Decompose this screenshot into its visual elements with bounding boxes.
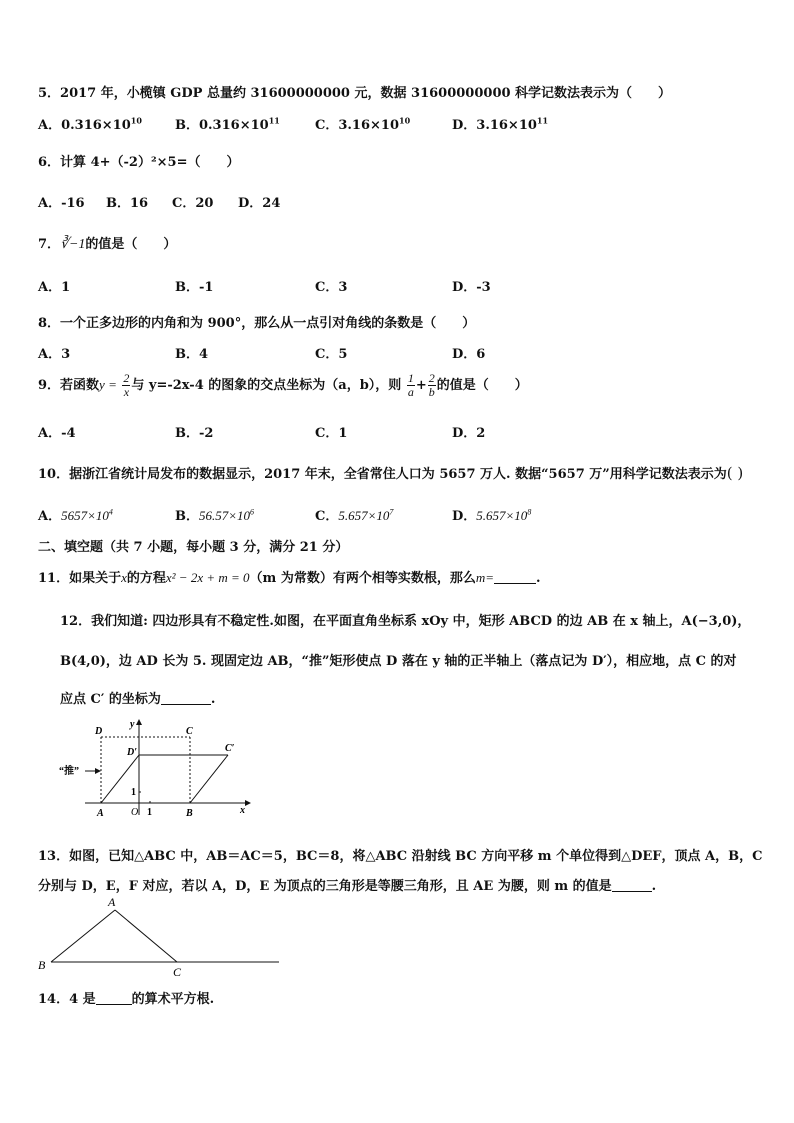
label-d: D [95, 726, 103, 737]
question-6-stem: 6．计算 4+（-2）²×5=（ ） [38, 155, 240, 170]
label-push: “推” [59, 766, 79, 777]
q5-option-b: B．$0.316\times 10^{11}$ [175, 115, 280, 133]
q9-option-a: A．-4 [38, 426, 76, 441]
q7-option-b: B．-1 [175, 280, 214, 295]
question-13-line-2: 分别与 D，E，F 对应，若以 A，D，E 为顶点的三角形是等腰三角形，且 AE 为腰，则 m 的值是 . [38, 879, 657, 894]
edge-ab [51, 910, 115, 962]
q9-option-c: C．1 [315, 426, 348, 441]
question-8-stem: 8．一个正多边形的内角和为 900°，那么从一点引对角线的条数是（ ） [38, 316, 476, 331]
cube-root-expression: ∛−1 [60, 237, 86, 252]
q6-option-d: D．24 [238, 196, 281, 211]
answer-blank[interactable] [612, 879, 652, 892]
q7-option-c: C．3 [315, 280, 348, 295]
question-5-stem: 5．2017 年，小榄镇 GDP 总量约 31600000000 元，数据 31600000000 科学记数法表示为（ ） [38, 86, 672, 101]
q8-option-d: D．6 [452, 347, 486, 362]
q9-option-d: D．2 [452, 426, 486, 441]
answer-blank[interactable] [96, 992, 132, 1005]
q5-option-d: D．$3.16\times 10^{11}$ [452, 115, 549, 133]
question-7-stem: 7．∛−1的值是（ ） [38, 237, 177, 252]
fraction-2-over-b: $\frac{2}{b}$ [428, 371, 435, 399]
label-one-x: 1 [147, 807, 152, 818]
question-12-line-2: B(4,0)，边 AD 长为 5. 现固定边 AB，“推”矩形使点 D 落在 y 轴的正半轴上（落点记为 D′），相应地，点 C 的对 [60, 654, 737, 669]
label-a: A [108, 895, 116, 909]
label-b: B [38, 958, 46, 972]
figure-13-triangle [35, 893, 285, 983]
q5-option-a: A．$0.316\times 10^{10}$ [38, 115, 142, 133]
section-heading: 二、填空题（共 7 小题，每小题 3 分，满分 21 分） [38, 540, 349, 555]
label-c: C [173, 965, 182, 979]
y-axis-arrow [136, 719, 142, 725]
q8-option-b: B．4 [175, 347, 209, 362]
q10-option-d: D．$5.657\times 10^8$ [452, 507, 532, 524]
q6-option-c: C．20 [172, 196, 214, 211]
question-9-stem: 9．若函数y = $\frac{2}{x}$ 与 y=-2x-4 的图象的交点坐标为（a，b），则 $\frac{1}{a}$ + $\frac{2}{b}$ 的值是（ ） [38, 371, 528, 399]
figure-12-coordinate-diagram [55, 715, 265, 825]
q7-option-d: D．-3 [452, 280, 491, 295]
q10-option-b: B．$56.57\times 10^6$ [175, 507, 255, 524]
question-10-stem: 10．据浙江省统计局发布的数据显示，2017 年末，全省常住人口为 5657 万人. 数据“5657 万”用科学记数法表示为( ) [38, 464, 744, 482]
fraction-2-over-x: $\frac{2}{x}$ [123, 371, 130, 399]
q10-option-a: A．$5657\times 10^4$ [38, 507, 113, 524]
label-y-axis: y [130, 719, 135, 730]
edge-cprime-b [190, 755, 228, 803]
q10-option-c: C．$5.657\times 10^7$ [315, 507, 394, 524]
push-arrow-head [95, 768, 101, 774]
edge-ac [115, 910, 177, 962]
q9-option-b: B．-2 [175, 426, 214, 441]
question-14-stem: 14．4 是 的算术平方根. [38, 992, 215, 1007]
fraction-1-over-a: $\frac{1}{a}$ [407, 371, 414, 399]
answer-blank[interactable] [494, 571, 536, 584]
x-axis-arrow [245, 800, 251, 806]
q7-option-a: A．1 [38, 280, 71, 295]
label-b: B [186, 808, 193, 819]
label-a: A [97, 808, 104, 819]
q8-option-c: C．5 [315, 347, 348, 362]
quadratic-equation: x² − 2x + m = 0 [165, 570, 250, 585]
q8-option-a: A．3 [38, 347, 71, 362]
q6-option-a: A．-16 [38, 196, 85, 211]
question-12-line-1: 12．我们知道: 四边形具有不稳定性.如图，在平面直角坐标系 xOy 中，矩形 ABCD 的边 AB 在 x 轴上，A(−3,0)， [60, 614, 751, 629]
question-12-line-3: 应点 C′ 的坐标为 . [60, 692, 216, 707]
label-c-prime: C′ [225, 743, 235, 754]
label-c: C [186, 726, 193, 737]
answer-parentheses: ( ) [726, 464, 744, 482]
label-one-y: 1 [131, 787, 136, 798]
q6-option-b: B．16 [106, 196, 149, 211]
label-x-axis: x [240, 805, 245, 816]
answer-blank[interactable] [161, 692, 211, 705]
question-13-line-1: 13．如图，已知△ABC 中，AB＝AC＝5，BC＝8，将△ABC 沿射线 BC 方向平移 m 个单位得到△DEF，顶点 A，B，C [38, 849, 763, 864]
label-origin: O [131, 807, 139, 818]
q5-option-c: C．$3.16\times 10^{10}$ [315, 115, 411, 133]
label-d-prime: D′ [127, 747, 138, 758]
question-11-stem: 11．如果关于x的方程x² − 2x + m = 0（m 为常数）有两个相等实数根，那么m= . [38, 570, 541, 586]
